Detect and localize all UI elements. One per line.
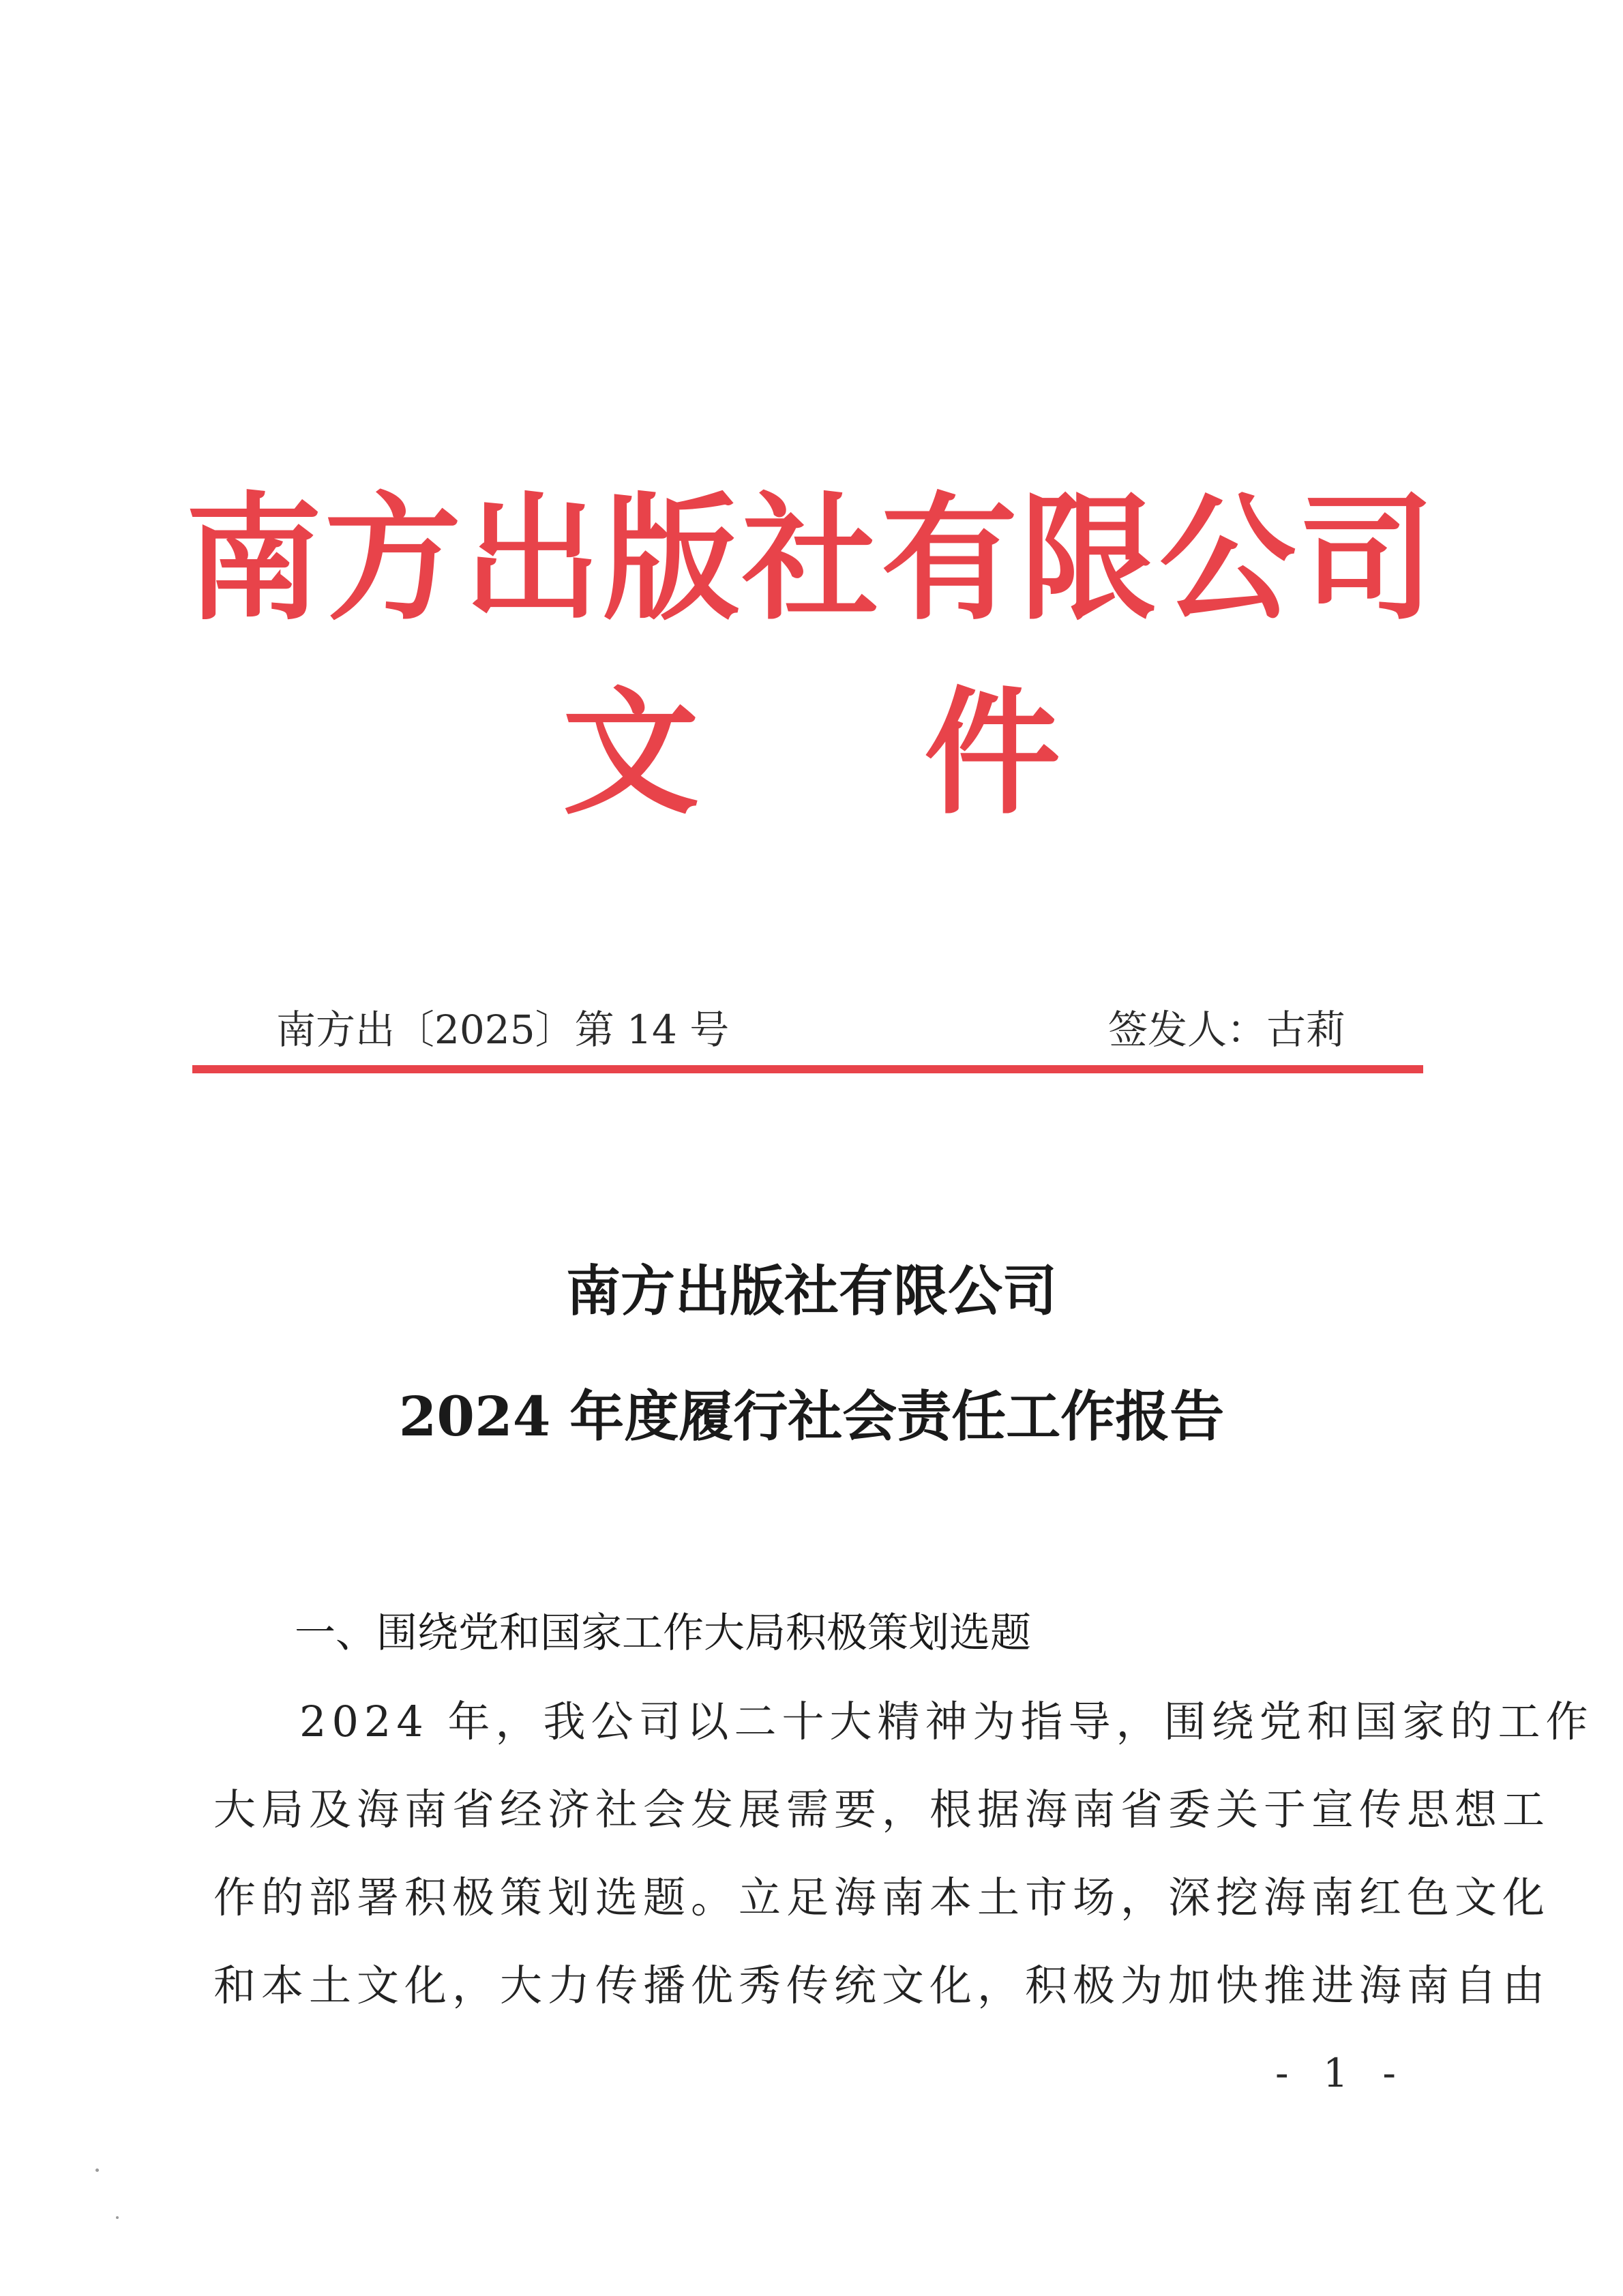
section-heading: 一、围绕党和国家工作大局积极策划选题: [295, 1609, 1031, 1657]
letterhead-doc-word-2: 件: [924, 673, 1061, 833]
body-line: 作的部署积极策划选题。立足海南本土市场，深挖海南红色文化: [213, 1873, 1551, 1922]
report-title-line-1: 南方出版社有限公司: [566, 1259, 1057, 1323]
page-number: - 1 -: [1275, 2050, 1407, 2096]
body-line: 大局及海南省经济社会发展需要，根据海南省委关于宣传思想工: [213, 1785, 1551, 1834]
signer: 签发人：古莉: [1108, 1007, 1346, 1053]
letterhead-doc-label: [0, 672, 1623, 835]
document-number: 南方出〔2025〕第 14 号: [276, 1007, 730, 1053]
letterhead-org-title: 南方出版社有限公司: [185, 479, 1438, 639]
report-title-line-2: 2024 年度履行社会责任工作报告: [398, 1384, 1225, 1448]
scan-speck: [95, 2168, 99, 2172]
body-line: 和本土文化，大力传播优秀传统文化，积极为加快推进海南自由: [213, 1960, 1551, 2010]
body-line: 2024 年，我公司以二十大精神为指导，围绕党和国家的工作: [299, 1697, 1594, 1746]
red-divider-line: [192, 1065, 1423, 1073]
section-body: [213, 1678, 1594, 2029]
letterhead-doc-word-1: 文: [563, 673, 700, 833]
scan-speck: [116, 2216, 119, 2219]
